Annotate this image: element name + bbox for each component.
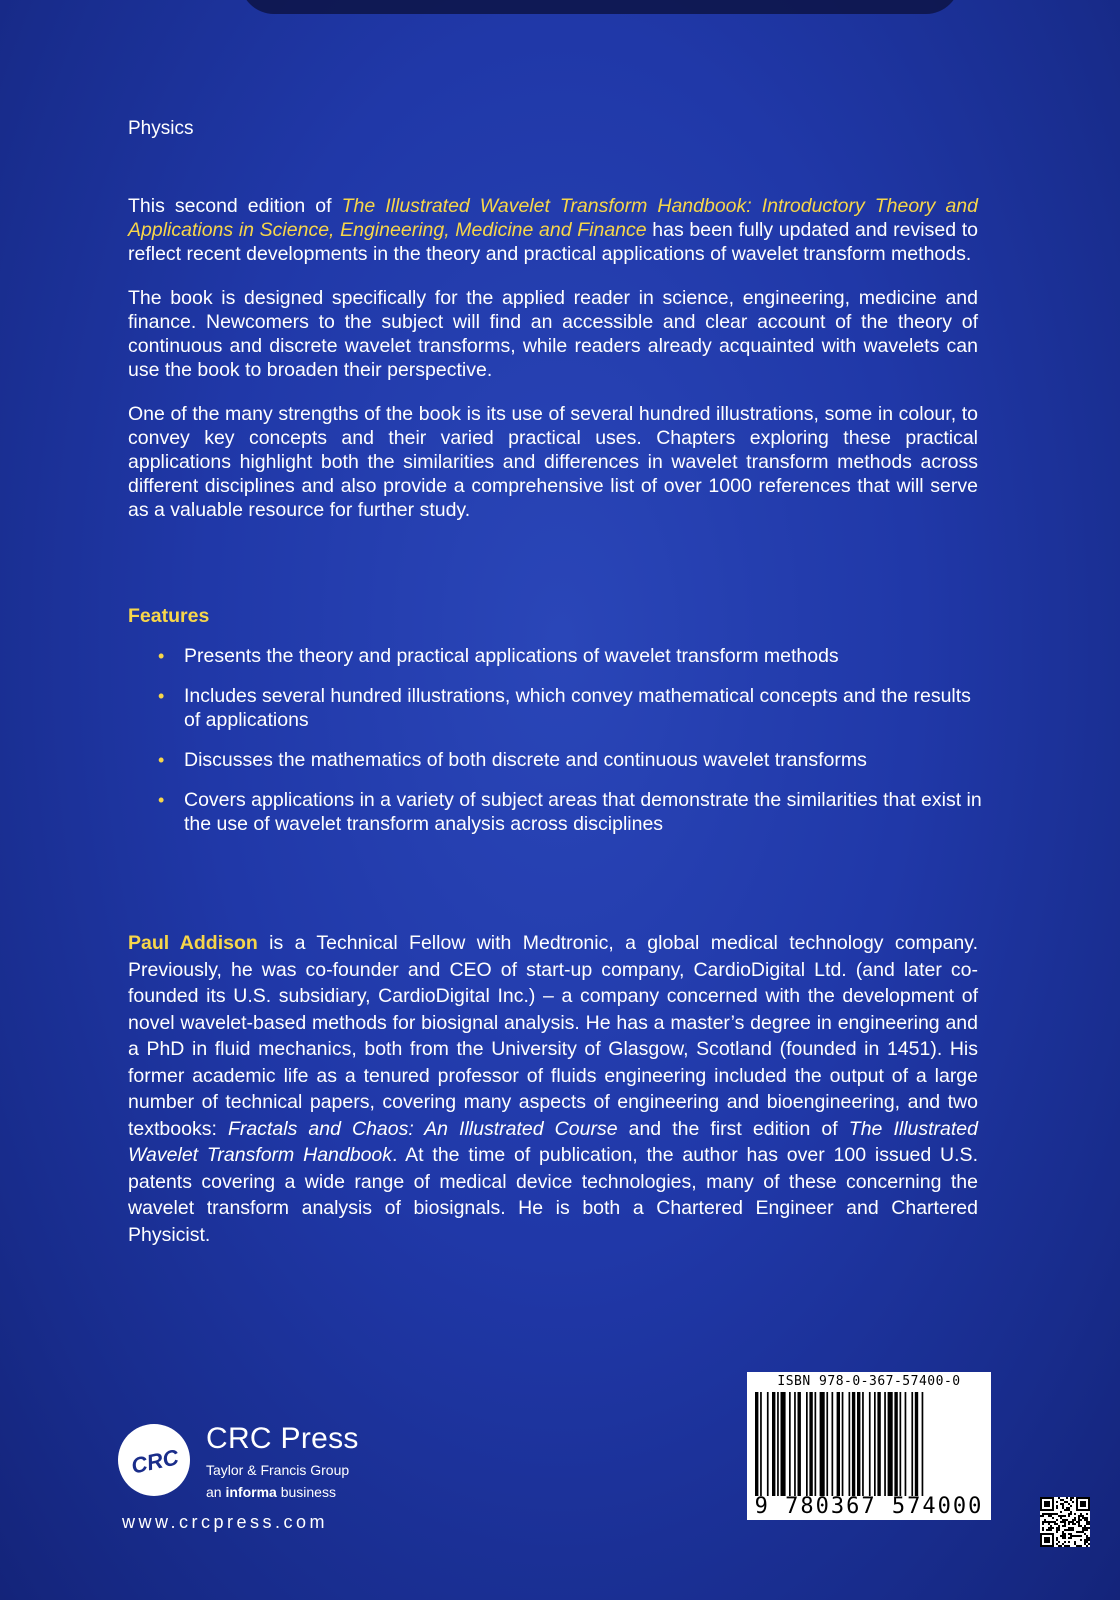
blurb-paragraph-3: One of the many strengths of the book is its use of several hundred illustrations, some in colour, to convey key concepts and their varied practical uses. Chapters exploring these practical applications highlight both the similarities and differences in wavelet transform methods across different disciplines and also provide a comprehensive list of over 1000 references that will serve as a valuable resource for further study. — [128, 403, 978, 521]
crc-badge-text: CRC — [128, 1444, 181, 1479]
book-title: The Illustrated Wavelet Transform Handbook: Introductory Theory and Applications in Science, Engineering, Medicine and Finance — [128, 195, 978, 241]
publisher-name: CRC Press — [206, 1422, 359, 1455]
bullet-icon: • — [158, 646, 165, 666]
feature-item: • Includes several hundred illustrations, which convey mathematical concepts and the results of applications — [158, 685, 971, 731]
publisher-group: Taylor & Francis Group — [206, 1462, 350, 1478]
bullet-icon: • — [158, 686, 165, 706]
barcode-number: 9 780367 574000 — [754, 1494, 984, 1519]
subject-category: Physics — [128, 118, 194, 139]
publisher-informa: an informa business — [206, 1484, 336, 1500]
feature-item: • Covers applications in a variety of subject areas that demonstrate the similarities that exist in the use of wavelet transform analysis across disciplines — [158, 789, 982, 835]
qr-code-icon — [1040, 1497, 1090, 1547]
blurb-paragraph-2: The book is designed specifically for the applied reader in science, engineering, medicine and finance. Newcomers to the subject will find an accessible and clear account of the theory of continuous and discrete wavelet transforms, while readers already acquainted with wavelets can use the book to broaden their perspective. — [128, 287, 978, 381]
barcode-bars-icon — [755, 1392, 983, 1496]
isbn-barcode — [747, 1372, 991, 1520]
bullet-icon: • — [158, 790, 165, 810]
publisher-url: www.crcpress.com — [122, 1512, 329, 1532]
bullet-icon: • — [158, 750, 165, 770]
book-title-fractals: Fractals and Chaos: An Illustrated Course — [227, 1117, 618, 1140]
crc-logo-icon — [118, 1424, 190, 1496]
blurb-lead: This second edition of — [128, 195, 342, 217]
top-shadow — [240, 0, 960, 14]
blurb-paragraph-1 — [128, 194, 978, 266]
author-name: Paul Addison — [128, 932, 258, 954]
feature-item: • Discusses the mathematics of both discrete and continuous wavelet transforms — [158, 749, 867, 771]
feature-item: • Presents the theory and practical applications of wavelet transform methods — [158, 645, 839, 667]
publisher-logo — [118, 1420, 418, 1530]
isbn-label: ISBN 978-0-367-57400-0 — [777, 1374, 961, 1389]
features-list — [158, 644, 988, 852]
blurb-tail: has been fully updated and revised to reflect recent developments in the theory and practical applications of wavelet transform methods. — [128, 219, 978, 265]
features-heading: Features — [128, 605, 210, 627]
book-title-handbook: The Illustrated Wavelet Transform Handbook — [128, 1117, 978, 1166]
book-blurb — [128, 194, 978, 542]
author-bio: Paul Addison is a Technical Fellow with Medtronic, a global medical technology company. Previously, he was co-founder and CEO of start-up company, CardioDigital Ltd. (and later co-founded its U.S. subsidiary, CardioDigital Inc.) – a company concerned with the development of novel wavelet-based methods for biosignal analysis. He has a master’s degree in engineering and a PhD in fluid mechanics, both from the University of Glasgow, Scotland (founded in 1451). His former academic life as a tenured professor of fluids engineering included the output of a large number of technical papers, covering many aspects of engineering and bioengineering, and two textbooks: Fractals and Chaos: An Illustrated Course and the first edition of The Illustrated Wavelet Transform Handbook. At the time of publication, the author has over 100 issued U.S. patents covering a wide range of medical device technologies, many of these concerning the wavelet transform analysis of biosignals. He is both a Chartered Engineer and Chartered Physicist. — [128, 932, 978, 1246]
